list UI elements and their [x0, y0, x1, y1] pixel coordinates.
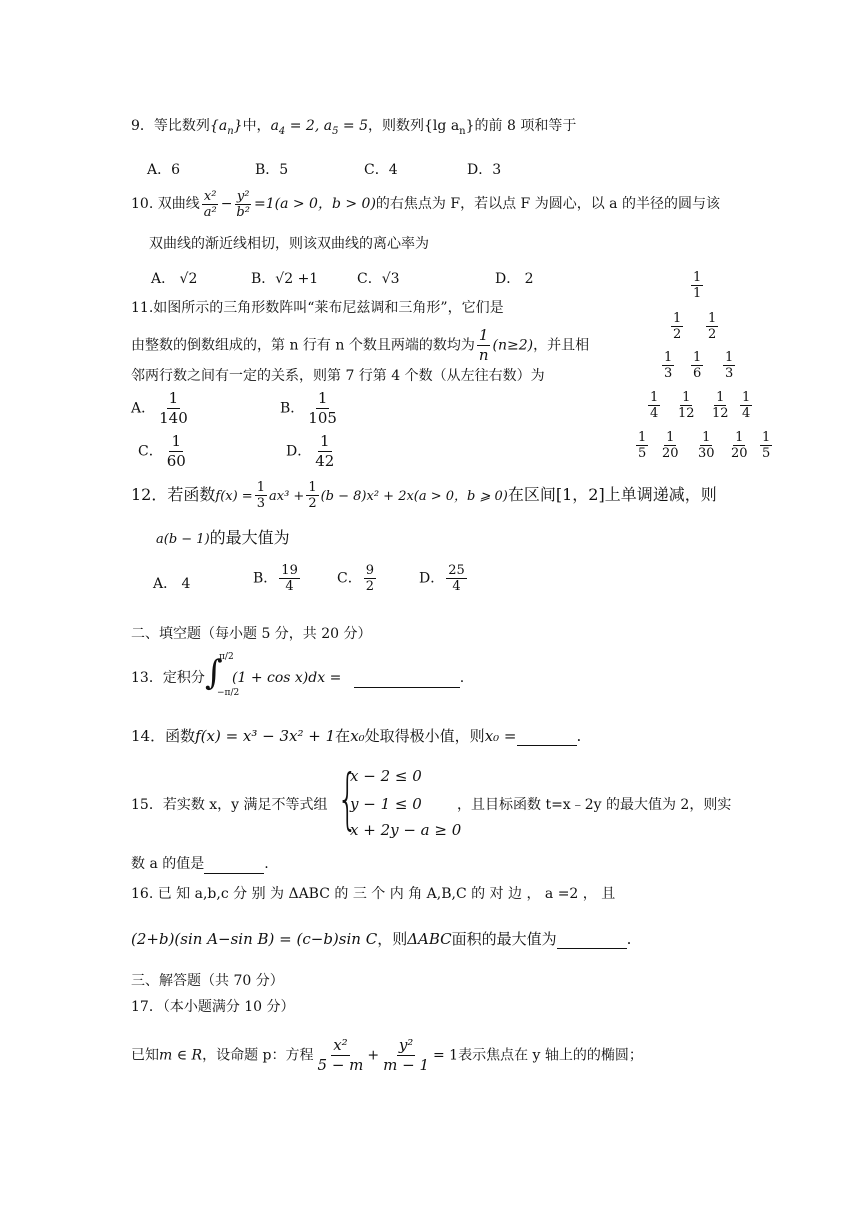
tri-r1-c1: $\frac{1}{1}$	[693, 270, 702, 301]
q14-text-b: 在	[335, 727, 351, 745]
question-9	[131, 116, 576, 142]
question-14	[131, 726, 581, 746]
q13-answer-blank[interactable]	[354, 671, 460, 688]
q17-text-c: 表示焦点在 y 轴上的的椭圆；	[458, 1047, 643, 1064]
q16-period: .	[626, 930, 632, 948]
q9-lgseq: {lg $a_n$}	[424, 118, 475, 137]
q13-text: 定积分	[162, 670, 205, 686]
q15-ineq-2: y − 1 ≤ 0	[350, 795, 422, 813]
tri-r2-c1: $\frac{1}{2}$	[673, 311, 682, 342]
q12-fx: f(x) =	[215, 489, 253, 504]
q12-text-a: 若函数	[167, 485, 216, 504]
q17-frac-x: $\frac{\text{x²}}{5 - m}$	[317, 1036, 364, 1074]
q15-text-b: ，且目标函数 t=x﹣2y 的最大值为 2，则实	[457, 797, 732, 813]
q11-line2	[131, 326, 589, 365]
q15-ineq-1: x − 2 ≤ 0	[350, 767, 422, 785]
q13-period: .	[459, 670, 465, 686]
q11-line2-text: 由整数的倒数组成的，第 n 行有 n 个数且两端的数均为	[131, 337, 475, 354]
q17-text-b: ，设命题 p：方程	[202, 1047, 314, 1064]
q15-number: 15．	[131, 797, 163, 813]
q14-text-a: 函数	[165, 727, 196, 745]
q10-text-b: 的右焦点为 F，若以点 F 为圆心，以 a 的半径的圆与该	[375, 196, 720, 212]
q10-option-d: D． 2	[495, 271, 534, 287]
tri-r3-c1: $\frac{1}{3}$	[664, 350, 673, 381]
q12-line2-text: 的最大值为	[209, 528, 290, 547]
q13-expression	[232, 668, 464, 688]
q15-line2	[131, 854, 269, 874]
q9-text-a: 等比数列	[153, 118, 210, 134]
q11-line2-cond: (n≥2)	[492, 337, 534, 354]
q11-option-c: C． $\frac{1}{60}$	[138, 432, 186, 470]
question-13	[131, 668, 205, 688]
question-12	[131, 478, 717, 514]
q9-text-d: 的前 8 项和等于	[474, 118, 577, 134]
q10-minus: −	[220, 196, 233, 212]
q9-text-b: 中，	[242, 118, 271, 134]
tri-r4-c4: $\frac{1}{4}$	[742, 390, 751, 421]
q12-line2	[156, 528, 290, 550]
q15-brace: {	[337, 760, 358, 837]
q14-period: .	[576, 727, 582, 745]
tri-r4-c3: $\frac{1}{12}$	[712, 390, 729, 421]
q16-triangle: ΔABC	[407, 930, 452, 948]
q10-option-b: B．√2 +1	[251, 271, 319, 287]
q10-frac-x: $\frac{\text{x²}}{\text{a²}}$	[203, 188, 217, 220]
tri-r4-c2: $\frac{1}{12}$	[678, 390, 695, 421]
q11-option-d: D． $\frac{1}{42}$	[286, 432, 335, 470]
q14-expr: f(x) = x³ − 3x² + 1	[195, 727, 336, 745]
q9-option-a: A．6	[147, 162, 181, 178]
q15-answer-blank[interactable]	[204, 857, 264, 874]
q12-option-d: D． $\frac{25}{4}$	[419, 563, 465, 594]
q17-text-a: 已知	[131, 1047, 159, 1064]
q14-text-c: 处取得极小值，则	[364, 727, 485, 745]
integral-upper-limit: π/2	[219, 652, 234, 662]
q12-number: 12．	[131, 485, 168, 504]
q17-m: m ∈ R	[159, 1047, 203, 1064]
q9-cond: $a_4 = 2$, $a_5 = 5$	[270, 118, 369, 137]
question-10	[131, 188, 720, 220]
q9-option-d: D．3	[467, 162, 502, 178]
q9-option-b: B．5	[255, 162, 289, 178]
q11-line2-frac: $\frac{1}{n}$	[478, 326, 489, 364]
q15-period: .	[264, 856, 269, 872]
q10-equation: =1(a > 0，b > 0)	[253, 196, 376, 212]
tri-r4-c1: $\frac{1}{4}$	[650, 390, 659, 421]
q11-option-a: A． $\frac{1}{140}$	[131, 389, 188, 427]
q11-line2-end: ，并且相	[533, 337, 590, 354]
q16-equation: (2+b)(sin A−sin B) = (c−b)sin C	[131, 930, 378, 948]
q16-line2	[131, 929, 631, 949]
q12-option-c: C． $\frac{9}{2}$	[337, 563, 374, 594]
q10-frac-y: $\frac{\text{y²}}{\text{b²}}$	[236, 188, 250, 220]
q12-option-b: B． $\frac{19}{4}$	[253, 563, 298, 594]
q15-ineq-3: x + 2y − a ≥ 0	[350, 821, 462, 839]
integral-lower-limit: −π/2	[217, 688, 240, 698]
q10-option-c: C．√3	[357, 271, 400, 287]
q10-option-a: A． √2	[151, 271, 198, 287]
q10-text-a: 双曲线	[157, 196, 200, 212]
tri-r3-c3: $\frac{1}{3}$	[725, 350, 734, 381]
q11-line1: 11.如图所示的三角形数阵叫“莱布尼兹调和三角形”，它们是	[131, 300, 504, 316]
q12-term-1: ax³ +	[268, 489, 305, 504]
q17-frac-y: $\frac{\text{y²}}{m - 1}$	[383, 1036, 429, 1074]
q12-option-a: A． 4	[153, 576, 191, 592]
q17-plus: +	[367, 1047, 380, 1064]
section-3-heading: 三、解答题（共 70 分）	[131, 973, 284, 989]
tri-r5-c5: $\frac{1}{5}$	[762, 430, 771, 461]
q10-line2: 双曲线的渐近线相切，则该双曲线的离心率为	[149, 236, 429, 252]
q15-line2-text: 数 a 的值是	[131, 856, 205, 872]
q12-text-b: 在区间[1，2]上单调递减，则	[507, 485, 717, 504]
q12-frac-2: $\frac{1}{2}$	[308, 480, 317, 511]
question-15	[131, 795, 328, 815]
tri-r2-c2: $\frac{1}{2}$	[708, 311, 717, 342]
q16-answer-blank[interactable]	[557, 932, 627, 949]
q13-integrand: (1 + cos x)dx =	[232, 670, 342, 686]
q16-line1: 16. 已 知 a,b,c 分 别 为 ΔABC 的 三 个 内 角 A,B,C 的 对 边 ， a =2 ， 且	[131, 886, 616, 902]
q15-text-a: 若实数 x，y 满足不等式组	[162, 797, 328, 813]
q14-x0-eq: x₀ =	[484, 727, 517, 745]
q17-heading: 17．（本小题满分 10 分）	[131, 999, 295, 1015]
tri-r5-c4: $\frac{1}{20}$	[731, 430, 748, 461]
tri-r5-c1: $\frac{1}{5}$	[638, 430, 647, 461]
q12-frac-1: $\frac{1}{3}$	[256, 480, 265, 511]
q14-x0: x₀	[350, 727, 365, 745]
q11-option-b: B． $\frac{1}{105}$	[280, 389, 337, 427]
q10-number: 10.	[131, 196, 154, 212]
tri-r5-c2: $\frac{1}{20}$	[662, 430, 679, 461]
q13-number: 13．	[131, 670, 163, 686]
integral-sign: ∫	[205, 653, 223, 693]
q9-number: 9．	[131, 118, 154, 134]
section-2-heading: 二、填空题（每小题 5 分，共 20 分）	[131, 626, 372, 642]
tri-r5-c3: $\frac{1}{30}$	[698, 430, 715, 461]
tri-r3-c2: $\frac{1}{6}$	[693, 350, 702, 381]
q17-eq: = 1	[433, 1047, 459, 1064]
q9-option-c: C．4	[364, 162, 398, 178]
q16-text-d: 面积的最大值为	[451, 930, 557, 948]
q9-seq: $\{a_n\}$	[209, 118, 243, 137]
q12-expr: a(b − 1)	[156, 532, 210, 547]
q11-line3: 邻两行数之间有一定的关系，则第 7 行第 4 个数（从左往右数）为	[131, 368, 545, 384]
q9-text-c: ，则数列	[368, 118, 425, 134]
q16-text-b: ，则	[377, 930, 408, 948]
q14-number: 14．	[131, 727, 166, 745]
q17-line1	[131, 1036, 643, 1075]
q14-answer-blank[interactable]	[517, 729, 577, 746]
q12-term-2: (b − 8)x² + 2x(a > 0，b ⩾ 0)	[320, 489, 508, 504]
